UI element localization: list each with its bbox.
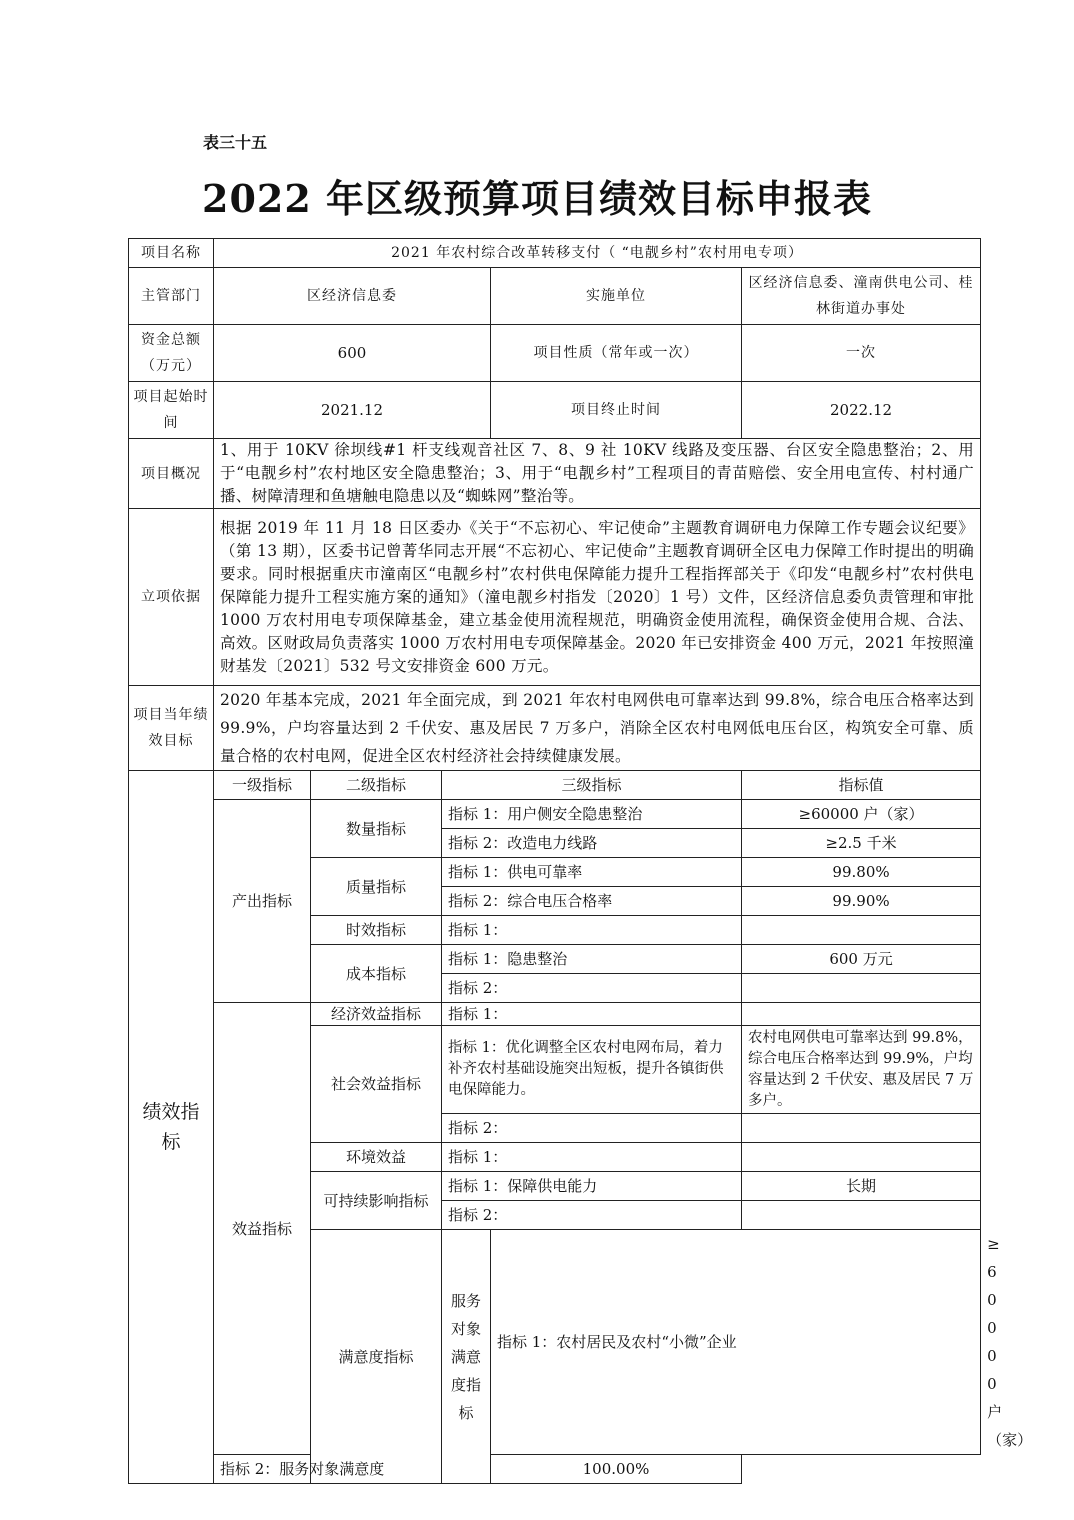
- dept-label: 主管部门: [129, 268, 214, 325]
- indicator-row: 指标 2：改造电力线路: [442, 829, 742, 858]
- page-title: 2022 年区级预算项目绩效目标申报表: [202, 176, 872, 221]
- goal-text: 2020 年基本完成，2021 年全面完成，到 2021 年农村电网供电可靠率达到 99.8%，综合电压合格率达到 99.9%，户均容量达到 2 千伏安、惠及居民 7 万多户，消除全区农村电网低电压台区，构筑安全可靠、质量合格的农村电网，促进全区农村经济社会持续健康发展。: [214, 686, 981, 771]
- fund-label: 资金总额（万元）: [129, 325, 214, 382]
- indicator-value: 600 万元: [742, 945, 981, 974]
- header-value: 指标值: [742, 771, 981, 800]
- indicator-row: 指标 2：: [442, 1114, 742, 1143]
- indicator-row: 指标 1：: [442, 1143, 742, 1172]
- level2-sustainability: 可持续影响指标: [311, 1172, 442, 1230]
- end-label: 项目终止时间: [491, 382, 742, 439]
- indicator-row: 指标 1：农村居民及农村“小微”企业: [491, 1230, 981, 1455]
- level2-service-satisfaction: 服务对象满意度指标: [442, 1230, 491, 1484]
- level1-benefit: 效益指标: [214, 1003, 311, 1455]
- indicator-row: 指标 1：保障供电能力: [442, 1172, 742, 1201]
- indicator-row: 指标 1：供电可靠率: [442, 858, 742, 887]
- nature-value: 一次: [742, 325, 981, 382]
- indicator-row: 指标 1：用户侧安全隐患整治: [442, 800, 742, 829]
- level2-environment: 环境效益: [311, 1143, 442, 1172]
- level2-social: 社会效益指标: [311, 1026, 442, 1143]
- indicator-value: 长期: [742, 1172, 981, 1201]
- level2-economic: 经济效益指标: [311, 1003, 442, 1026]
- indicator-value: 99.90%: [742, 887, 981, 916]
- basis-text: 根据 2019 年 11 月 18 日区委办《关于“不忘初心、牢记使命”主题教育调研电力保障工作专题会议纪要》（第 13 期），区委书记曾菁华同志开展“不忘初心、牢记使命”主题教育调研全区电力保障工作时提出的明确要求。同时根据重庆市潼南区“电靓乡村”农村供电保障能力提升工程指挥部关于《印发“电靓乡村”农村供电保障能力提升工程实施方案的通知》（潼电靓乡村指发〔2020〕1 号）文件，区经济信息委负责管理和审批 1000 万农村用电专项保障基金，建立基金使用流程规范，明确资金使用流程，确保资金使用合规、合法、高效。区财政局负责落实 1000 万农村用电专项保障基金。2020 年已安排资金 400 万元，2021 年按照潼财基发〔2021〕532 号文安排资金 600 万元。: [214, 509, 981, 686]
- indicator-value: [742, 1143, 981, 1172]
- indicator-value: [742, 974, 981, 1003]
- start-label: 项目起始时间: [129, 382, 214, 439]
- overview-label: 项目概况: [129, 439, 214, 509]
- indicator-row: 指标 2：: [442, 1201, 742, 1230]
- dept-value: 区经济信息委: [214, 268, 491, 325]
- project-name-label: 项目名称: [129, 239, 214, 268]
- indicator-row: 指标 2：: [442, 974, 742, 1003]
- fund-value: 600: [214, 325, 491, 382]
- indicator-row: 指标 2：服务对象满意度: [214, 1455, 442, 1484]
- indicator-value: [742, 1003, 981, 1026]
- indicator-row: 指标 1：隐患整治: [442, 945, 742, 974]
- indicator-value: [742, 1201, 981, 1230]
- header-level2: 二级指标: [311, 771, 442, 800]
- level2-quantity: 数量指标: [311, 800, 442, 858]
- impl-value: 区经济信息委、潼南供电公司、桂林街道办事处: [742, 268, 981, 325]
- header-level3: 三级指标: [442, 771, 742, 800]
- goal-label: 项目当年绩效目标: [129, 686, 214, 771]
- level2-timeliness: 时效指标: [311, 916, 442, 945]
- level1-output: 产出指标: [214, 800, 311, 1003]
- level1-satisfaction: 满意度指标: [311, 1230, 442, 1484]
- indicators-section-label: 绩效指标: [129, 771, 214, 1484]
- level2-quality: 质量指标: [311, 858, 442, 916]
- impl-label: 实施单位: [491, 268, 742, 325]
- header-level1: 一级指标: [214, 771, 311, 800]
- indicator-value: ≥60000 户（家）: [742, 800, 981, 829]
- overview-text: 1、用于 10KV 徐坝线#1 杆支线观音社区 7、8、9 社 10KV 线路及变压器、台区安全隐患整治；2、用于“电靓乡村”农村地区安全隐患整治；3、用于“电靓乡村”工程项目的青苗赔偿、安全用电宣传、村村通广播、树障清理和鱼塘触电隐患以及“蜘蛛网”整治等。: [214, 439, 981, 509]
- indicator-value: 农村电网供电可靠率达到 99.8%，综合电压合格率达到 99.9%，户均容量达到 2 千伏安、惠及居民 7 万多户。: [742, 1026, 981, 1114]
- indicator-value: 99.80%: [742, 858, 981, 887]
- project-name-value: 2021 年农村综合改革转移支付（ “电靓乡村”农村用电专项）: [214, 239, 981, 268]
- indicator-value: ≥2.5 千米: [742, 829, 981, 858]
- indicator-row: 指标 1：: [442, 1003, 742, 1026]
- level2-cost: 成本指标: [311, 945, 442, 1003]
- indicator-value: 100.00%: [491, 1455, 742, 1484]
- indicator-value: [742, 1114, 981, 1143]
- performance-target-table: 项目名称 2021 年农村综合改革转移支付（ “电靓乡村”农村用电专项） 主管部门 区经济信息委 实施单位 区经济信息委、潼南供电公司、桂林街道办事处 资金总额（万元） 600 项目性质（常年或一次） 一次 项目起始时间 2021.12 项目终止时间 2022.12 项目概况 1、用于 10KV 徐坝线#1 杆支线观音社区 7、8、9 社 10KV 线路及变压器、台区安全隐患整治；2、用于“电靓乡村”农村地区安全隐患整治；3、用于“电靓乡村”工程项目的青苗赔偿、安全用电宣传、村村通广播、树障清理和鱼塘触电隐患以及“蜘蛛网”整治等。 立项依据 根据 2019 年 11 月 18 日区委办《关于“不忘初心、牢记使命”主题教育调研电力保障工作专题会议纪要》（第 13 期），区委书记曾菁华同志开展“不忘初心、牢记使命”主题教育调研全区电力保障工作时提出的明确要求。同时根据重庆市潼南区“电靓乡村”农村供电保障能力提升工程指挥部关于《印发“电靓乡村”农村供电保障能力提升工程实施方案的通知》（潼电靓乡村指发〔2020〕1 号）文件，区经济信息委负责管理和审批 1000 万农村用电专项保障基金，建立基金使用流程规范，明确资金使用流程，确保资金使用合规、合法、高效。区财政局负责落实 1000 万农村用电专项保障基金。2020 年已安排资金 400 万元，2021 年按照潼财基发〔2021〕532 号文安排资金 600 万元。 项目当年绩效目标 2020 年基本完成，2021 年全面完成，到 2021 年农村电网供电可靠率达到 99.8%，综合电压合格率达到 99.9%，户均容量达到 2 千伏安、惠及居民 7 万多户，消除全区农村电网低电压台区，构筑安全可靠、质量合格的农村电网，促进全区农村经济社会持续健康发展。 绩效指标 一级指标 二级指标 三级指标 指标值 产出指标 数量指标 指标 1：用户侧安全隐患整治 ≥60000 户（家） 指标 2：改造电力线路 ≥2.5 千米 质量指标 指标 1：供电可靠率 99.80% 指标 2：综合电压合格率 99.90% 时效指标 指标 1： 成本指标 指标 1：隐患整治 600 万元 指标 2： 效益指标 经济效益指标 指标 1： 社会效益指标 指标 1：优化调整全区农村电网布局，着力补齐农村基础设施突出短板，提升各镇街供电保障能力。 农村电网供电可靠率达到 99.8%，综合电压合格率达到 99.9%，户均容量达到 2 千伏安、惠及居民 7 万多户。 指标 2： 环境效益 指标 1： 可持续影响指标 指标 1：保障供电能力 长期 指标 2： 满意度指标 服务对象满意度指标 指标 1：农村居民及农村“小微”企业 ≥60000 户（家） 指标 2：服务对象满意度 100.00%: [128, 238, 981, 1484]
- basis-label: 立项依据: [129, 509, 214, 686]
- indicator-value: [742, 916, 981, 945]
- indicator-row: 指标 1：优化调整全区农村电网布局，着力补齐农村基础设施突出短板，提升各镇街供电保障能力。: [442, 1026, 742, 1114]
- end-value: 2022.12: [742, 382, 981, 439]
- table-number: 表三十五: [203, 133, 268, 152]
- indicator-row: 指标 1：: [442, 916, 742, 945]
- indicator-row: 指标 2：综合电压合格率: [442, 887, 742, 916]
- nature-label: 项目性质（常年或一次）: [491, 325, 742, 382]
- start-value: 2021.12: [214, 382, 491, 439]
